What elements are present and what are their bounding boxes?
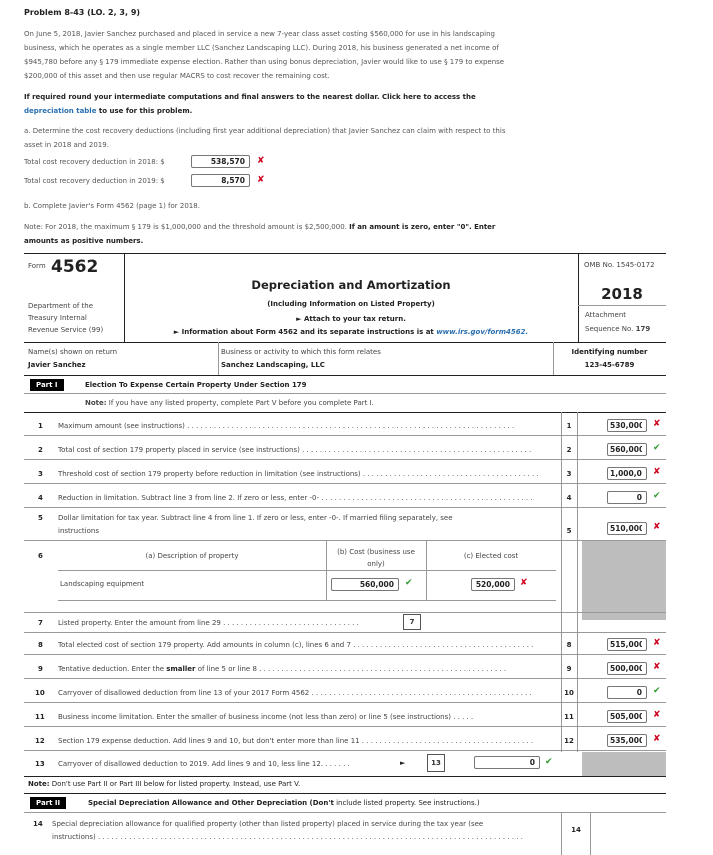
form-rule — [24, 342, 666, 343]
line-number: 1 — [38, 422, 43, 430]
line-rule — [24, 435, 666, 436]
line-box-number: 8 — [566, 641, 572, 649]
note-text: Note: For 2018, the maximum § 179 is $1,000,000 and the threshold amount is $2,500,000. — [24, 223, 350, 231]
info-text: ► Information about Form 4562 and its separate instructions is at — [173, 328, 437, 336]
property-description: Landscaping equipment — [60, 580, 145, 588]
year-rule — [578, 305, 666, 306]
line5-text: instructions — [58, 527, 99, 535]
line-rule — [24, 459, 666, 460]
line7-text: Listed property. Enter the amount from line 29 . . . . . . . . . . . . . . . . . . . . . . . . . . . . . . . — [58, 619, 359, 627]
business-value: Sanchez Landscaping, LLC — [221, 361, 325, 369]
line-box-number: 10 — [564, 689, 574, 697]
line-text-part: of line 5 or line 8 . . . . . . . . . . . . . . . . . . . . . . . . . . . . . . . . . . . . . . . . . . . . . . . . . . . . . . . . — [195, 665, 507, 673]
elected-cost-input[interactable] — [471, 578, 515, 591]
line-text: Reduction in limitation. Subtract line 3 from line 2. If zero or less, enter -0- . . . . . . . . . . . . . . . . . . . . . . . . . . . . . . . . . . . . . . . . . . . . . . . . — [58, 494, 533, 502]
correct-mark-icon: ✔ — [405, 578, 413, 588]
note-bold: amounts as positive numbers. — [24, 237, 144, 245]
col-b-header — [326, 546, 426, 570]
form-title: Depreciation and Amortization — [251, 278, 451, 292]
answer-2019-label: Total cost recovery deduction in 2019: $ — [24, 177, 165, 185]
arrow-icon: ► — [400, 759, 406, 767]
line-text: Carryover of disallowed deduction from line 13 of your 2017 Form 4562 . . . . . . . . . . . . . . . . . . . . . . . . . . . . . . . . . . . . . . . . . . . . . . . . . . — [58, 689, 532, 697]
line-number: 2 — [38, 446, 43, 454]
dept-line: Revenue Service (99) — [28, 326, 104, 334]
note-text: Don't use Part II or Part III below for listed property. Instead, use Part V. — [49, 780, 301, 788]
form-word: Form — [28, 262, 46, 270]
line-number: 7 — [38, 619, 43, 627]
omb-number: OMB No. 1545-0172 — [584, 261, 655, 269]
para-line: On June 5, 2018, Javier Sanchez purchased and placed in service a new 7-year class asset costing $560,000 for use in his landscaping — [24, 30, 495, 38]
note-bold: Note: — [85, 399, 107, 407]
line-rule — [24, 776, 666, 777]
line13-input[interactable] — [474, 756, 540, 769]
line-text: Maximum amount (see instructions) . . . . . . . . . . . . . . . . . . . . . . . . . . . . . . . . . . . . . . . . . . . . . . . . . . . . . . . . . . . . . . . . . . . . . . . . . . — [58, 422, 515, 430]
line-text: Total cost of section 179 property placed in service (see instructions) . . . . . . . . . . . . . . . . . . . . . . . . . . . . . . . . . . . . . . . . . . . . . . . . . . . . — [58, 446, 532, 454]
line4-input[interactable] — [607, 491, 647, 504]
line-rule — [24, 793, 666, 794]
line-number: 5 — [38, 514, 43, 522]
line-box-number: 14 — [571, 826, 581, 834]
property-cost-input[interactable] — [331, 578, 399, 591]
problem-description — [24, 27, 584, 83]
correct-mark-icon: ✔ — [545, 757, 553, 767]
part1-title: Election To Expense Certain Property Under Section 179 — [85, 381, 307, 389]
line-rule — [24, 726, 666, 727]
part2-title-plain: include listed property. See instructions.) — [333, 799, 480, 807]
part2-label: Part II — [30, 797, 66, 809]
line-number: 14 — [33, 820, 43, 828]
line14-text: Special depreciation allowance for qualified property (other than listed property) placed in service during the tax year (see — [52, 820, 484, 828]
dept-line: Department of the — [28, 302, 94, 310]
attachment-label: Attachment — [585, 311, 627, 319]
form-top-rule — [24, 253, 666, 254]
line9-input[interactable] — [607, 662, 647, 675]
dept-line: Treasury Internal — [28, 314, 87, 322]
line-rule — [24, 654, 666, 655]
part1-note2 — [28, 780, 300, 788]
form-note — [24, 220, 584, 248]
wrong-mark-icon: ✘ — [653, 710, 661, 720]
irs-link[interactable]: www.irs.gov/form4562. — [436, 328, 529, 336]
instruction-line: If required round your intermediate computations and final answers to the nearest dollar. Click here to access the — [24, 93, 476, 101]
wrong-mark-icon: ✘ — [653, 662, 661, 672]
grey-shade — [582, 540, 666, 620]
note-text: If you have any listed property, complete Part V before you complete Part I. — [106, 399, 374, 407]
wrong-mark-icon: ✘ — [257, 175, 265, 185]
sequence-label — [585, 325, 650, 333]
name-value: Javier Sanchez — [28, 361, 86, 369]
line-number: 3 — [38, 470, 43, 478]
name-divider — [553, 342, 554, 375]
business-label: Business or activity to which this form relates — [221, 348, 381, 356]
name-divider — [218, 342, 219, 375]
attach-instruction: ► Attach to your tax return. — [296, 315, 406, 323]
col-b-line: (b) Cost (business use — [337, 548, 415, 556]
wrong-mark-icon: ✘ — [520, 578, 528, 588]
part1-label: Part I — [30, 379, 64, 391]
form-year: 2018 — [601, 285, 643, 303]
info-line — [124, 328, 578, 336]
line-rule — [24, 612, 666, 613]
line12-input[interactable] — [607, 734, 647, 747]
part1-rule — [24, 393, 666, 394]
wrong-mark-icon: ✘ — [653, 467, 661, 477]
instruction-line-end: to use for this problem. — [96, 107, 193, 115]
id-value: 123-45-6789 — [584, 361, 635, 369]
line-text: Section 179 expense deduction. Add lines 9 and 10, but don't enter more than line 11 . . . . . . . . . . . . . . . . . . . . . . . . . . . . . . . . . . . . . . . — [58, 737, 534, 745]
line-number: 13 — [35, 760, 45, 768]
line14-text: instructions) . . . . . . . . . . . . . . . . . . . . . . . . . . . . . . . . . . . . . . . . . . . . . . . . . . . . . . . . . . . . . . . . . . . . . . . . . . . . . . . . . . . . . . . . . . . . . . . . — [52, 833, 523, 841]
problem-title: Problem 8-43 (LO. 2, 3, 9) — [24, 8, 141, 17]
correct-mark-icon: ✔ — [653, 491, 661, 501]
table-rule — [58, 570, 556, 571]
para-line: business, which he operates as a single member LLC (Sanchez Landscaping LLC). During 2018, his business generated a net income of — [24, 44, 499, 52]
para-line: $200,000 of this asset and then use regular MACRS to cost recover the remaining cost. — [24, 72, 330, 80]
col-b-line: only) — [367, 560, 385, 568]
grey-shade — [582, 752, 666, 776]
line-box-number: 9 — [566, 665, 572, 673]
part1-rule — [24, 412, 666, 413]
line-box-number: 12 — [564, 737, 574, 745]
box-col-divider — [561, 812, 562, 855]
line3-input[interactable] — [607, 467, 647, 480]
answer-2018-label: Total cost recovery deduction in 2018: $ — [24, 158, 165, 166]
question-a-line: a. Determine the cost recovery deductions (including first year additional depreciation) that Javier Sanchez can claim with respect to this — [24, 127, 506, 135]
line-text-bold: smaller — [166, 665, 196, 673]
department — [28, 300, 103, 336]
depreciation-table-link[interactable]: depreciation table — [24, 107, 97, 115]
wrong-mark-icon: ✘ — [653, 419, 661, 429]
line-text: Threshold cost of section 179 property before reduction in limitation (see instructions) . . . . . . . . . . . . . . . . . . . . . . . . . . . . . . . . . . . . . . . . — [58, 470, 539, 478]
sequence-number: 179 — [635, 325, 651, 333]
line-rule — [24, 678, 666, 679]
wrong-mark-icon: ✘ — [653, 522, 661, 532]
line-rule — [24, 507, 666, 508]
line-rule — [24, 483, 666, 484]
line-rule — [24, 702, 666, 703]
line-box-number: 2 — [566, 446, 572, 454]
line-text — [58, 665, 556, 673]
box-col-divider — [590, 812, 591, 855]
line2-input[interactable] — [607, 443, 647, 456]
line-box-number: 5 — [566, 527, 572, 535]
box-col-divider — [561, 412, 562, 752]
sequence-text: Sequence No. — [585, 325, 636, 333]
line11-input[interactable] — [607, 710, 647, 723]
line7-box: 7 — [403, 614, 421, 630]
name-label: Name(s) shown on return — [28, 348, 118, 356]
question-a — [24, 124, 584, 152]
correct-mark-icon: ✔ — [653, 686, 661, 696]
note-bold: If an amount is zero, enter "0". Enter — [349, 223, 496, 231]
line-number: 6 — [38, 552, 43, 560]
answer-2019-input[interactable] — [191, 174, 250, 187]
line5-text: Dollar limitation for tax year. Subtract line 4 from line 1. If zero or less, enter -0-. If married filing separately, see — [58, 514, 453, 522]
line-rule — [24, 540, 666, 541]
line-rule — [24, 750, 666, 751]
correct-mark-icon: ✔ — [653, 443, 661, 453]
question-b: b. Complete Javier's Form 4562 (page 1) for 2018. — [24, 202, 200, 210]
line-number: 11 — [35, 713, 45, 721]
col-c-header: (c) Elected cost — [463, 552, 519, 560]
line-number: 8 — [38, 641, 43, 649]
line-text: Total elected cost of section 179 property. Add amounts in column (c), lines 6 and 7 . . . . . . . . . . . . . . . . . . . . . . . . . . . . . . . . . . . . . . . . . — [58, 641, 534, 649]
line-number: 4 — [38, 494, 43, 502]
wrong-mark-icon: ✘ — [653, 734, 661, 744]
line13-text: Carryover of disallowed deduction to 2019. Add lines 9 and 10, less line 12. . . . . . . — [58, 760, 350, 768]
line-box-number: 4 — [566, 494, 572, 502]
part1-note — [85, 399, 374, 407]
note-bold: Note: — [28, 780, 50, 788]
answer-2018-input[interactable] — [191, 155, 250, 168]
part2-title-bold: Special Depreciation Allowance and Other Depreciation (Don't — [88, 799, 334, 807]
wrong-mark-icon: ✘ — [653, 638, 661, 648]
form-subtitle: (Including Information on Listed Property) — [267, 300, 435, 308]
wrong-mark-icon: ✘ — [257, 156, 265, 166]
col-a-header: (a) Description of property — [145, 552, 239, 560]
line-number: 10 — [35, 689, 45, 697]
part2-rule — [24, 812, 666, 813]
question-a-line: asset in 2018 and 2019. — [24, 141, 109, 149]
line-text: Business income limitation. Enter the smaller of business income (not less than zero) or line 5 (see instructions) . . . . . — [58, 713, 474, 721]
id-label: Identifying number — [571, 348, 648, 356]
form-rule — [24, 375, 666, 376]
line13-box: 13 — [427, 754, 445, 772]
line-number: 9 — [38, 665, 43, 673]
line-rule — [24, 632, 666, 633]
box-col-divider — [577, 412, 578, 752]
line1-input[interactable] — [607, 419, 647, 432]
table-rule — [58, 600, 556, 601]
line-text-part: Tentative deduction. Enter the — [58, 665, 167, 673]
rounding-instructions — [24, 90, 584, 118]
part2-title — [88, 799, 480, 807]
line-box-number: 1 — [566, 422, 572, 430]
line-box-number: 3 — [566, 470, 572, 478]
line-box-number: 11 — [564, 713, 574, 721]
form-number: 4562 — [51, 257, 99, 277]
line5-input[interactable] — [607, 522, 647, 535]
para-line: $945,780 before any § 179 immediate expense election. Rather than using bonus depreciation, Javier would like to use § 179 to expense — [24, 58, 505, 66]
line10-input[interactable] — [607, 686, 647, 699]
line-number: 12 — [35, 737, 45, 745]
line8-input[interactable] — [607, 638, 647, 651]
